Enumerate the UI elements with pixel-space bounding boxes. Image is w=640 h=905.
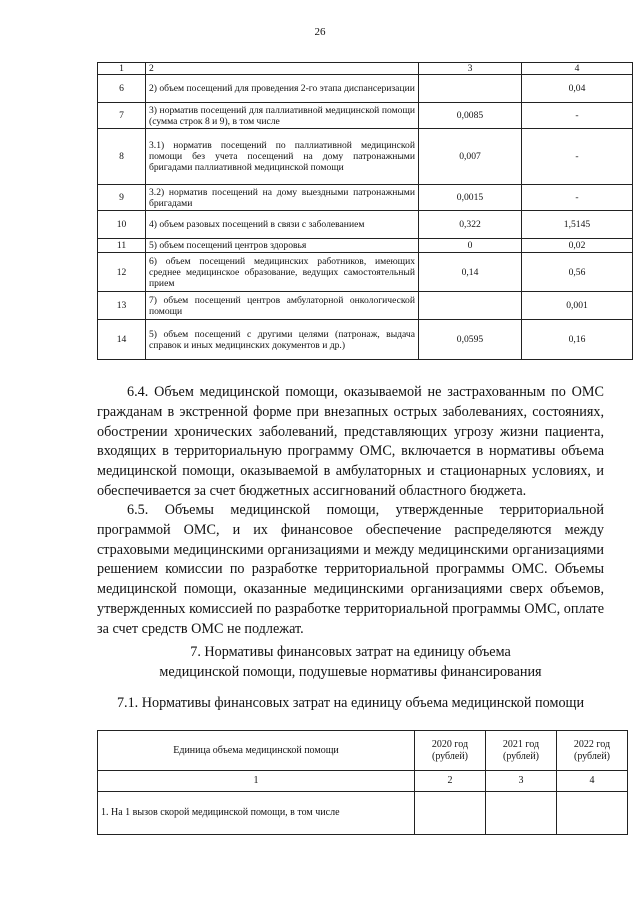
row-description: 4) объем разовых посещений в связи с заболеванием — [146, 211, 419, 239]
row-description: 3) норматив посещений для паллиативной медицинской помощи (сумма строк 8 и 9), в том числе — [146, 103, 419, 129]
value-cell: 0,04 — [522, 75, 633, 103]
value-cell: 0,14 — [419, 253, 522, 292]
row-number: 6 — [98, 75, 146, 103]
page-number: 26 — [314, 26, 326, 38]
volume-norms-table — [97, 62, 633, 360]
value-cell: 0,0595 — [419, 320, 522, 360]
row-number: 10 — [98, 211, 146, 239]
row-number: 11 — [98, 239, 146, 253]
value-cell: - — [522, 129, 633, 185]
row-number: 14 — [98, 320, 146, 360]
table-row — [98, 75, 633, 103]
value-cell: 0,322 — [419, 211, 522, 239]
value-cell: 0,0015 — [419, 185, 522, 211]
table-row — [98, 103, 633, 129]
table-row — [98, 253, 633, 292]
row-number: 12 — [98, 253, 146, 292]
year-header-cell — [486, 731, 557, 771]
section-7-title — [97, 642, 604, 682]
value-cell: 0,02 — [522, 239, 633, 253]
header-cell: 1 — [98, 63, 146, 75]
column-number: 4 — [557, 771, 628, 792]
value-cell: - — [522, 103, 633, 129]
table-row — [98, 129, 633, 185]
year-label: 2020 год — [431, 738, 469, 750]
row-description: 1. На 1 вызов скорой медицинской помощи, в том числе — [98, 792, 415, 835]
value-cell — [415, 792, 486, 835]
row-description: 6) объем посещений медицинских работников, имеющих среднее медицинское образование, ведущих самостоятельный прием — [146, 253, 419, 292]
header-cell: 4 — [522, 63, 633, 75]
table-row — [98, 292, 633, 320]
table-row — [98, 792, 628, 835]
value-cell: 0 — [419, 239, 522, 253]
value-cell — [557, 792, 628, 835]
row-description: 3.2) норматив посещений на дому выездными патронажными бригадами — [146, 185, 419, 211]
currency-label: (рублей) — [431, 750, 468, 762]
paragraph-text: 6.5. Объемы медицинской помощи, утвержденные территориальной программой ОМС, и их финансовое обеспечение распределяются между страховыми медицинскими организациями и между медицинскими организациями решением комиссии по разработке территориальной программы ОМС. Объемы медицинской помощи, оказанные медицинскими организациями сверх объемов, утвержденных комиссией по разработке территориальной программы ОМС, оплате за счет средств ОМС не подлежат. — [97, 502, 604, 637]
year-label: 2022 год — [573, 738, 611, 750]
row-number: 7 — [98, 103, 146, 129]
year-header-cell — [415, 731, 486, 771]
value-cell — [419, 75, 522, 103]
section-title-line: 7. Нормативы финансовых затрат на единицу объема — [190, 644, 511, 660]
header-cell: 3 — [419, 63, 522, 75]
row-description: 7) объем посещений центров амбулаторной онкологической помощи — [146, 292, 419, 320]
section-title-line: медицинской помощи, подушевые нормативы финансирования — [159, 664, 542, 680]
row-description: 2) объем посещений для проведения 2-го этапа диспансеризации — [146, 75, 419, 103]
row-number: 9 — [98, 185, 146, 211]
value-cell: 0,0085 — [419, 103, 522, 129]
row-number: 8 — [98, 129, 146, 185]
currency-label: (рублей) — [502, 750, 539, 762]
value-cell: 0,001 — [522, 292, 633, 320]
column-number: 2 — [415, 771, 486, 792]
table-row — [98, 239, 633, 253]
value-cell — [419, 292, 522, 320]
year-header-cell — [557, 731, 628, 771]
row-number: 13 — [98, 292, 146, 320]
value-cell: 0,56 — [522, 253, 633, 292]
value-cell: 0,16 — [522, 320, 633, 360]
value-cell — [486, 792, 557, 835]
column-number: 3 — [486, 771, 557, 792]
financial-costs-table — [97, 730, 628, 835]
table-row — [98, 320, 633, 360]
subsection-7-1-title: 7.1. Нормативы финансовых затрат на единицу объема медицинской помощи — [116, 695, 585, 711]
table-row — [98, 211, 633, 239]
paragraph-6-5 — [97, 501, 604, 640]
paragraph-text: 6.4. Объем медицинской помощи, оказываемой не застрахованным по ОМС гражданам в экстренной форме при внезапных острых заболеваниях, состояниях, обострении хронических заболеваний, представляющих угрозу жизни пациента, входящих в территориальную программу ОМС, включается в нормативы объема медицинской помощи, оказываемой в амбулаторных и стационарных условиях, и обеспечивается за счет бюджетных ассигнований областного бюджета. — [97, 384, 604, 499]
header-cell: 2 — [146, 63, 419, 75]
value-cell: - — [522, 185, 633, 211]
value-cell: 0,007 — [419, 129, 522, 185]
year-label: 2021 год — [502, 738, 540, 750]
column-number-row — [98, 771, 628, 792]
table-row — [98, 185, 633, 211]
currency-label: (рублей) — [573, 750, 610, 762]
table-header-row — [98, 731, 628, 771]
row-description: 5) объем посещений с другими целями (патронаж, выдача справок и иных медицинских документов и др.) — [146, 320, 419, 360]
header-cell: Единица объема медицинской помощи — [98, 731, 415, 771]
row-description: 3.1) норматив посещений по паллиативной медицинской помощи без учета посещений на дому патронажными бригадами паллиативной медицинской помощи — [146, 129, 419, 185]
value-cell: 1,5145 — [522, 211, 633, 239]
table-header-row — [98, 63, 633, 75]
paragraph-6-4 — [97, 383, 604, 502]
column-number: 1 — [98, 771, 415, 792]
row-description: 5) объем посещений центров здоровья — [146, 239, 419, 253]
